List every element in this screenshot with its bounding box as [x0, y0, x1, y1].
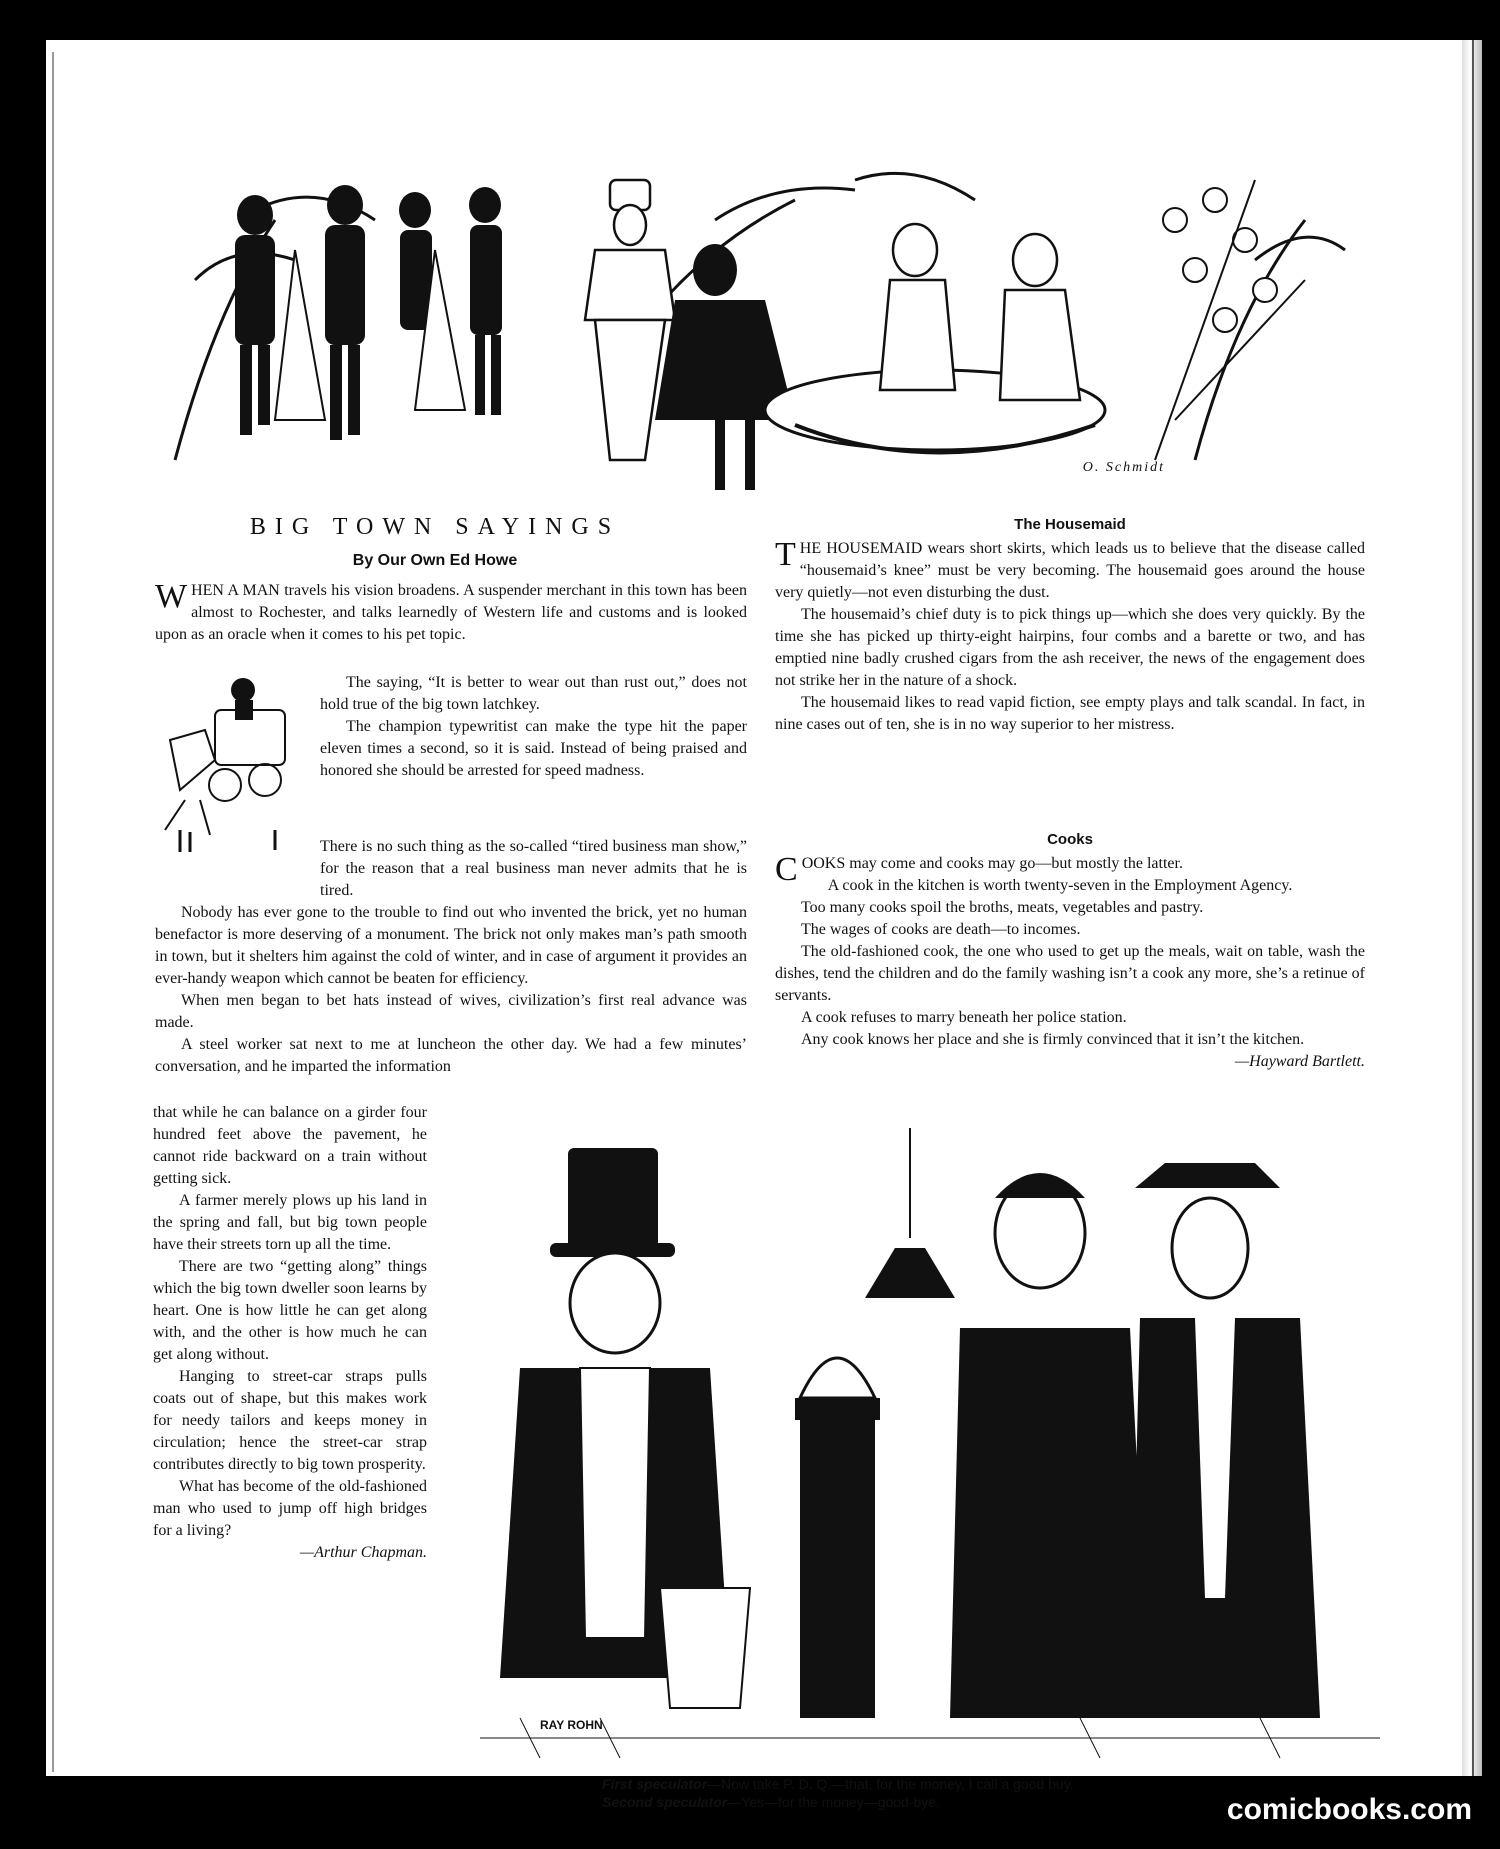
cooks-paragraph-2: A cook in the kitchen is worth twenty-seven in the Employment Agency. — [827, 877, 1293, 894]
dropcap-t: T — [775, 536, 796, 573]
watermark: comicbooks.com — [1226, 1793, 1472, 1826]
left-paragraph-7: A steel worker sat next to me at luncheon the other day. We had a few minutes’ conversation, and he imparted the information — [155, 1036, 747, 1075]
left-paragraph-4: There is no such thing as the so-called “tired business man show,” for the reason that a real business man never admits that he is tired. — [320, 838, 747, 899]
article-title: BIG TOWN SAYINGS — [249, 514, 621, 540]
cooks-section — [775, 853, 1365, 1073]
narrow-paragraph-4: Hanging to street-car straps pulls coats out of shape, but this makes work for needy tailors and keeps money in circulation; hence the street-car strap contributes directly to big town prosperity. — [153, 1368, 427, 1473]
speculator-cartoon — [480, 1118, 1380, 1768]
left-paragraph-3: The champion typewritist can make the type hit the paper eleven times a second, so it is said. Instead of being praised and honored she should be arrested for speed madness. — [320, 718, 747, 779]
left-column-wide-2 — [155, 836, 747, 1078]
housemaid-section — [775, 538, 1365, 736]
caption-line-1: First speculator—Now take P. D. Q.—that, for the money, I call a good buy. — [602, 1776, 1074, 1792]
cooks-heading: Cooks — [1047, 831, 1093, 848]
narrow-paragraph-1: that while he can balance on a girder four hundred feet above the pavement, he cannot ride backward on a train without getting sick. — [153, 1104, 427, 1187]
left-paragraph-1: WHEN A MAN travels his vision broadens. A suspender merchant in this town has been almost to Rochester, and talks learnedly of Western life and customs and is looked upon as an oracle when it comes to his pet topic. — [155, 578, 747, 643]
left-column-narrow — [153, 1102, 427, 1564]
header-art-signature: O. Schmidt — [1082, 460, 1165, 475]
left-column-indented — [320, 672, 747, 782]
left-paragraph-6: When men began to bet hats instead of wives, civilization’s first real advance was made. — [155, 992, 747, 1031]
right-signature: —Hayward Bartlett. — [1234, 1053, 1365, 1070]
cooks-paragraph-4: The wages of cooks are death—to incomes. — [801, 921, 1081, 938]
left-paragraph-2: The saying, “It is better to wear out than rust out,” does not hold true of the big town latchkey. — [320, 674, 747, 713]
gutter-line — [1472, 40, 1474, 1776]
housemaid-heading: The Housemaid — [1014, 516, 1126, 533]
dropcap-c: C — [775, 851, 798, 888]
cooks-paragraph-1: COOKS may come and cooks may go—but mostly the latter. — [775, 851, 1183, 888]
left-column-wide — [155, 580, 747, 646]
cartoon-caption — [602, 1775, 1302, 1811]
housemaid-paragraph-1: THE HOUSEMAID wears short skirts, which leads us to believe that the disease called “housemaid’s knee” must be very becoming. The housemaid goes around the house very quietly—not even disturbing the dust. — [775, 536, 1365, 601]
cartoon-artist-signature: RAY ROHN — [540, 1718, 603, 1732]
housemaid-paragraph-3: The housemaid likes to read vapid fiction, see empty plays and talk scandal. In fact, in nine cases out of ten, she is in no way superior to her mistress. — [775, 694, 1365, 733]
cooks-paragraph-7: Any cook knows her place and she is firmly convinced that it isn’t the kitchen. — [801, 1031, 1305, 1048]
car-cartoon — [155, 660, 310, 855]
cooks-paragraph-5: The old-fashioned cook, the one who used to get up the meals, wait on table, wash the dishes, tend the children and do the family washing isn’t a cook any more, she’s a retinue of servants. — [775, 943, 1365, 1004]
housemaid-paragraph-2: The housemaid’s chief duty is to pick things up—which she does very quickly. By the time she has picked up thirty-eight hairpins, four combs and a barette or two, and has emptied nine badly crushed cigars from the ash receiver, the news of the engagement does not strike her in the nature of a shock. — [775, 606, 1365, 689]
cooks-paragraph-3: Too many cooks spoil the broths, meats, vegetables and pastry. — [801, 899, 1204, 916]
cooks-paragraph-6: A cook refuses to marry beneath her police station. — [801, 1009, 1127, 1026]
narrow-paragraph-2: A farmer merely plows up his land in the spring and fall, but big town people have their streets torn up all the time. — [153, 1192, 427, 1253]
left-signature: —Arthur Chapman. — [299, 1544, 427, 1561]
dropcap-w: W — [155, 578, 188, 615]
caption-line-2: Second speculator—Yes—for the money—good-bye. — [602, 1794, 940, 1810]
article-byline: By Our Own Ed Howe — [352, 552, 518, 569]
narrow-paragraph-5: What has become of the old-fashioned man who used to jump off high bridges for a living? — [153, 1478, 427, 1539]
left-paragraph-5: Nobody has ever gone to the trouble to find out who invented the brick, yet no human benefactor is more deserving of a monument. The brick not only makes man’s path smooth in town, but it shelters him against the cold of winter, and in case of argument it provides an ever-handy weapon which cannot be beaten for efficiency. — [155, 904, 747, 987]
header-illustration — [155, 160, 1355, 490]
page-edge — [52, 52, 54, 1772]
narrow-paragraph-3: There are two “getting along” things which the big town dweller soon learns by heart. One is how little he can get along with, and the other is how much he can get along without. — [153, 1258, 427, 1363]
